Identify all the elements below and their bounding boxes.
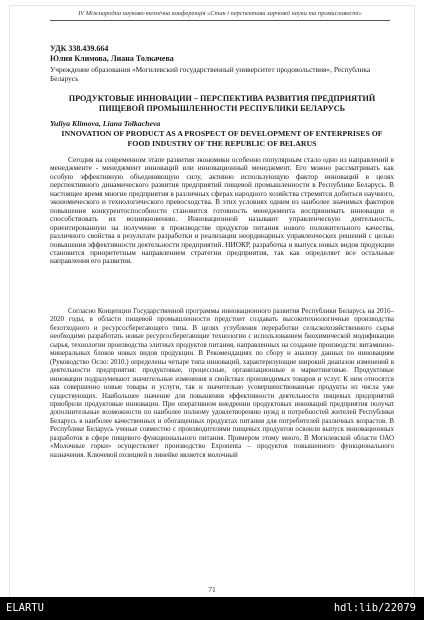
conference-header: IV Міжнародна науково-технічна конференція «Стан і перспективи харчової науки та промисловості» <box>78 10 362 17</box>
title-en: INNOVATION OF PRODUCT AS A PROSPECT OF DEVELOPMENT OF ENTERPRISES OF FOOD INDUSTRY OF THE REPUBLIC OF BELARUS <box>61 129 383 148</box>
repository-footer <box>0 597 424 620</box>
authors-en: Yuliya Klimova, Liana Tolkacheva <box>50 119 161 128</box>
document-page <box>10 6 414 597</box>
authors-ru: Юлия Климова, Лиана Толкачева <box>50 54 174 63</box>
body-paragraph-1: Сегодня на современном этапе развития экономики особенно популярным стало одно из направлений в менеджменте - менеджмент инноваций или инновационный менеджмент. Его можно рассматривать как особую эффективную объединяющую силу, активно использующую фактор инноваций в целях перспективного динамического развития предприятий пищевой промышленности в Республике Беларусь. В настоящее время многие предприятия в различных сферах народного хозяйства стремятся добиться научного, экономического и технологического превосходства. В этих условиях одним из наиболее значимых факторов повышения конкурентоспособности становится готовность менеджмента воспринимать инновации и способствовать их возникновению. Инновационной называют управленческую деятельность, ориентированную на получение в производстве продуктов питания нового положительного качества, различного свойства в результате разработки и реализации неординарных управленческих решений с целью повышения эффективности деятельности предприятий. НИОКР, разработка и выпуск новых видов продукции становится приоритетным направлением стратегии предприятия, так как определяет все остальные направления его развития. <box>50 155 394 266</box>
title-ru: ПРОДУКТОВЫЕ ИННОВАЦИИ – ПЕРСПЕКТИВА РАЗВИТИЯ ПРЕДПРИЯТИЙ ПИЩЕВОЙ ПРОМЫШЛЕННОСТИ РЕСПУБЛИКИ БЕЛАРУСЬ <box>68 94 376 113</box>
repository-name: ELARTU <box>6 602 44 614</box>
affiliation: Учреждение образования «Могилевский государственный университет продовольствия», Республика Беларусь <box>50 65 371 83</box>
handle-id: hdl:lib/22079 <box>333 602 416 614</box>
body-paragraph-2: Согласно Концепции Государственной программы инновационного развития Республики Беларусь на 2016–2020 годы, в области пищевой промышленности предстоит создавать высокотехнологичные производства безотходного и ресурсосберегающего типа. В целях углубления переработки сельскохозяйственного сырья необходимо разработать новые ресурсосберегающие технологии с использованием биохимической модификации сырья, технологии производства элитных продуктов питания, направленных на создание производств: витаминно-минеральных блоков новых видов продукции. В Рекомендациях по сбору и анализу данных по инновациям (Руководство Осло: 2010.) определены четыре типа инноваций, характеризующие широкий диапазон изменений в деятельности предприятия: продуктовые, процессные, организационные и маркетинговые. Продуктовые инновации подразумевают значительные изменения в свойствах производимых товаров и услуг. К ним относятся как совершенно новые товары и услуги, так и значительно усовершенствованные продукты из числа уже существующих. Наибольшее значение для повышения эффективности деятельности пищевых предприятий приобрели продуктовые инновации. При оперативном внедрении продуктовых инноваций предприятия получат дополнительные возможности по наиболее полному удовлетворению нужд и потребностей жителей Республики Беларусь в наиболее качественных и обогащенных продуктах питания для потребителей различных возрастов. В Республике Беларусь ученые совместно с производителями пищевых продуктов освоили выпуск инновационных разработок в сфере пищевого функционального питания. Примером этому много. В Могилевской области ОАО «Молочные горки» осуществляет производство Exponenta – продуктов повышенного функционального назначения. Ключевой позицией в линейке является молочный <box>50 307 394 459</box>
header-rule <box>50 20 390 21</box>
page-number: 71 <box>208 585 216 594</box>
udk-code: УДК 338.439.664 <box>50 44 109 53</box>
